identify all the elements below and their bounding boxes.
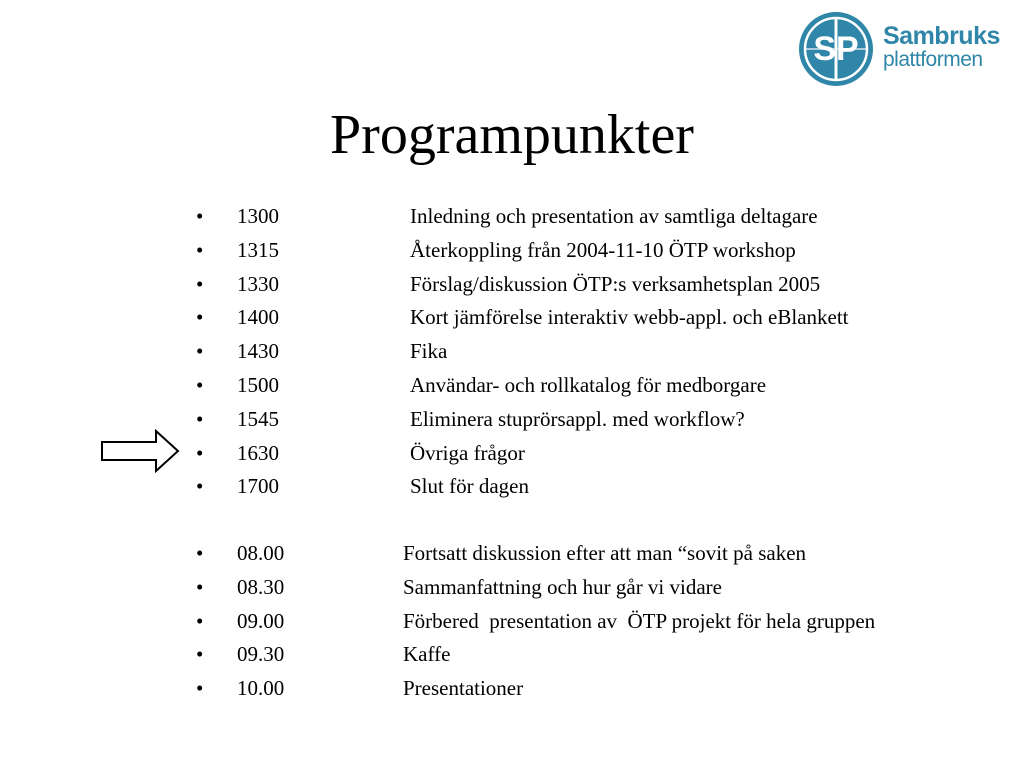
bullet: • (196, 440, 204, 465)
bullet: • (196, 676, 204, 701)
bullet: • (196, 305, 204, 330)
agenda-description: Presentationer (403, 676, 524, 701)
agenda-time: 1330 (237, 271, 279, 296)
agenda-description: Fortsatt diskussion efter att man “sovit på saken (403, 541, 807, 565)
agenda-time: 1700 (237, 474, 279, 499)
agenda-time: 1400 (237, 305, 279, 330)
logo-line-1: Sambruks (883, 22, 1000, 50)
agenda-time: 1500 (237, 373, 279, 397)
agenda-description: Användar- och rollkatalog för medborgare (410, 373, 767, 397)
agenda-description: Övriga frågor (410, 440, 525, 465)
agenda-description: Inledning och presentation av samtliga deltagare (410, 204, 818, 228)
agenda-time: 1315 (237, 237, 279, 262)
bullet: • (196, 373, 204, 397)
agenda-description: Slut för dagen (410, 474, 529, 499)
agenda-time: 10.00 (237, 676, 285, 701)
agenda-time: 1430 (237, 339, 279, 364)
agenda-description: Fika (410, 339, 448, 364)
agenda-time: 08.30 (237, 574, 285, 599)
agenda-description: Kort jämförelse interaktiv webb-appl. och eBlankett (410, 305, 849, 330)
agenda-time: 09.30 (237, 642, 285, 667)
agenda-description: Återkoppling från 2004-11-10 ÖTP workshop (410, 237, 796, 262)
agenda-time: 08.00 (237, 541, 285, 565)
bullet: • (196, 474, 204, 499)
logo-mark-letters: SP (813, 30, 859, 68)
bullet: • (196, 237, 204, 262)
bullet: • (196, 339, 204, 364)
bullet: • (196, 608, 204, 633)
slide-title: Programpunkter (330, 104, 694, 166)
agenda-description: Kaffe (403, 642, 451, 667)
bullet: • (196, 406, 204, 431)
agenda-time: 1630 (237, 440, 279, 465)
logo-line-2: plattformen (883, 48, 983, 71)
bullet: • (196, 271, 204, 296)
agenda-description: Förslag/diskussion ÖTP:s verksamhetsplan 2005 (410, 271, 821, 296)
bullet: • (196, 204, 204, 228)
agenda-time: 1300 (237, 204, 279, 228)
agenda-description: Sammanfattning och hur går vi vidare (403, 574, 722, 599)
bullet: • (196, 642, 204, 667)
agenda-time: 09.00 (237, 608, 285, 633)
bullet: • (196, 574, 204, 599)
agenda-description: Förbered presentation av ÖTP projekt för hela gruppen (403, 608, 876, 633)
agenda-time: 1545 (237, 406, 279, 431)
agenda-description: Eliminera stuprörsappl. med workflow? (410, 406, 745, 431)
bullet: • (196, 541, 204, 565)
